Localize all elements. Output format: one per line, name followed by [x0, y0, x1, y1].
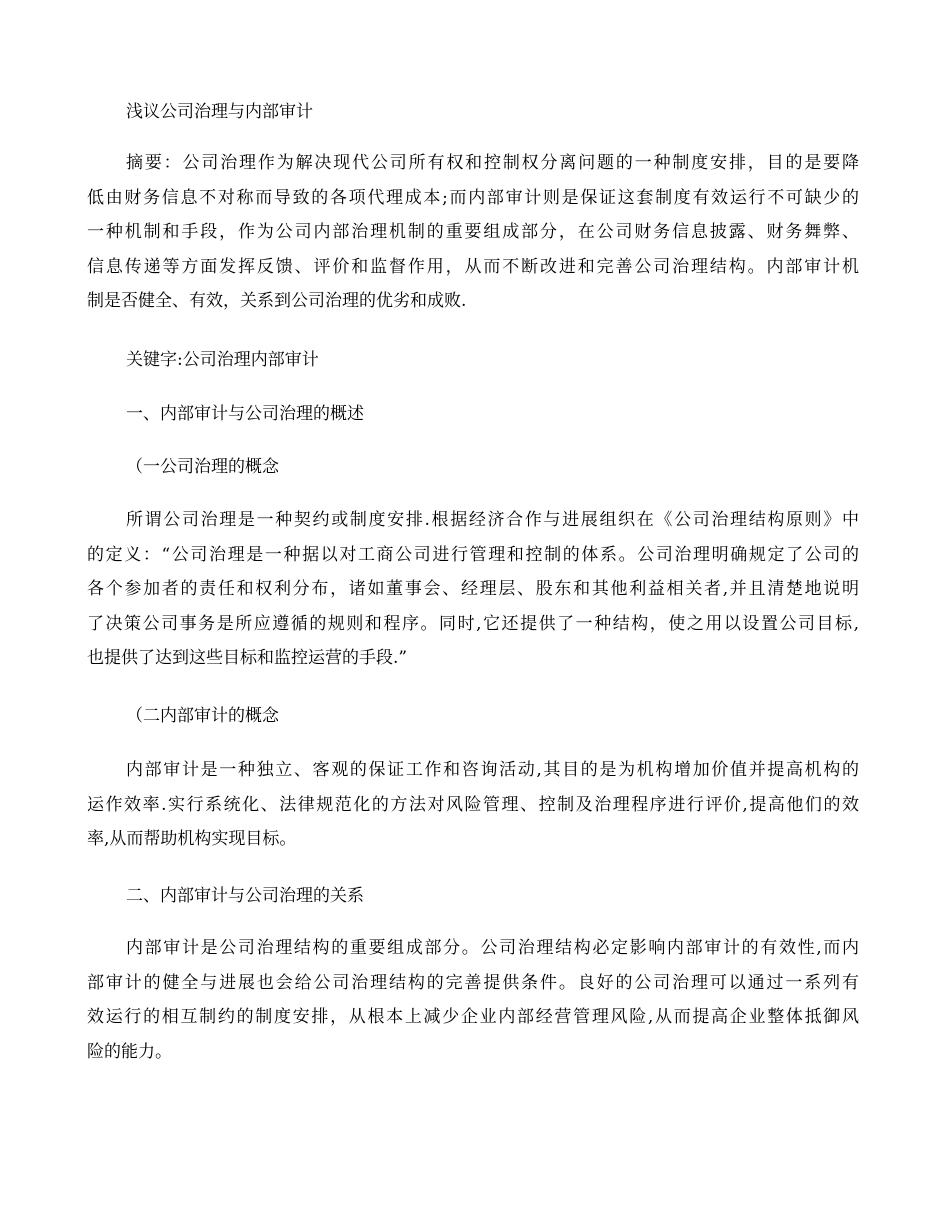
section-heading-overview: 一、内部审计与公司治理的概述: [126, 404, 364, 424]
paragraph-line: 所谓公司治理是一种契约或制度安排.根据经济合作与进展组织在《公司治理结构原则》中: [126, 510, 859, 530]
paragraph-line: 的定义：“公司治理是一种据以对工商公司进行管理和控制的体系。公司治理明确规定了公司的: [87, 544, 859, 565]
paragraph-line: 内部审计是公司治理结构的重要组成部分。公司治理结构必定影响内部审计的有效性,而内: [126, 938, 859, 958]
abstract-line: 低由财务信息不对称而导致的各项代理成本;而内部审计则是保证这套制度有效运行不可缺少的: [87, 187, 859, 208]
abstract-line: 摘要：公司治理作为解决现代公司所有权和控制权分离问题的一种制度安排，目的是要降: [126, 153, 859, 173]
internal-audit-paragraph: [87, 753, 859, 857]
paragraph-line: 部审计的健全与进展也会给公司治理结构的完善提供条件。良好的公司治理可以通过一系列有: [87, 972, 859, 993]
abstract-line: 信息传递等方面发挥反馈、评价和监督作用，从而不断改进和完善公司治理结构。内部审计机: [87, 256, 859, 277]
abstract-paragraph: [87, 146, 859, 319]
paragraph-line: 效运行的相互制约的制度安排，从根本上减少企业内部经营管理风险,从而提高企业整体抵御风: [87, 1007, 859, 1027]
relationship-paragraph: [87, 931, 859, 1069]
paragraph-line: 率,从而帮助机构实现目标。: [87, 829, 297, 849]
keywords-line: 关键字:公司治理内部审计: [126, 350, 319, 370]
paragraph-line: 运作效率.实行系统化、法律规范化的方法对风险管理、控制及治理程序进行评价,提高他们的效: [87, 794, 859, 815]
section-heading-relationship: 二、内部审计与公司治理的关系: [126, 886, 364, 906]
paragraph-line: 内部审计是一种独立、客观的保证工作和咨询活动,其目的是为机构增加价值并提高机构的: [126, 760, 859, 780]
subsection-heading-internal-audit: （二内部审计的概念: [126, 706, 279, 726]
subsection-heading-corporate-governance: （一公司治理的概念: [126, 457, 279, 477]
paragraph-line: 险的能力。: [87, 1041, 172, 1062]
document-title: 浅议公司治理与内部审计: [126, 102, 313, 122]
abstract-line: 一种机制和手段，作为公司内部治理机制的重要组成部分，在公司财务信息披露、财务舞弊、: [87, 222, 859, 242]
paragraph-line: 了决策公司事务是所应遵循的规则和程序。同时,它还提供了一种结构，使之用以设置公司目标,: [87, 613, 859, 634]
paragraph-line: 也提供了达到这些目标和监控运营的手段.”: [87, 648, 408, 668]
corporate-governance-paragraph: [87, 503, 859, 676]
abstract-line: 制是否健全、有效，关系到公司治理的优劣和成败.: [87, 291, 467, 311]
paragraph-line: 各个参加者的责任和权利分布，诸如董事会、经理层、股东和其他利益相关者,并且清楚地说明: [87, 579, 859, 599]
